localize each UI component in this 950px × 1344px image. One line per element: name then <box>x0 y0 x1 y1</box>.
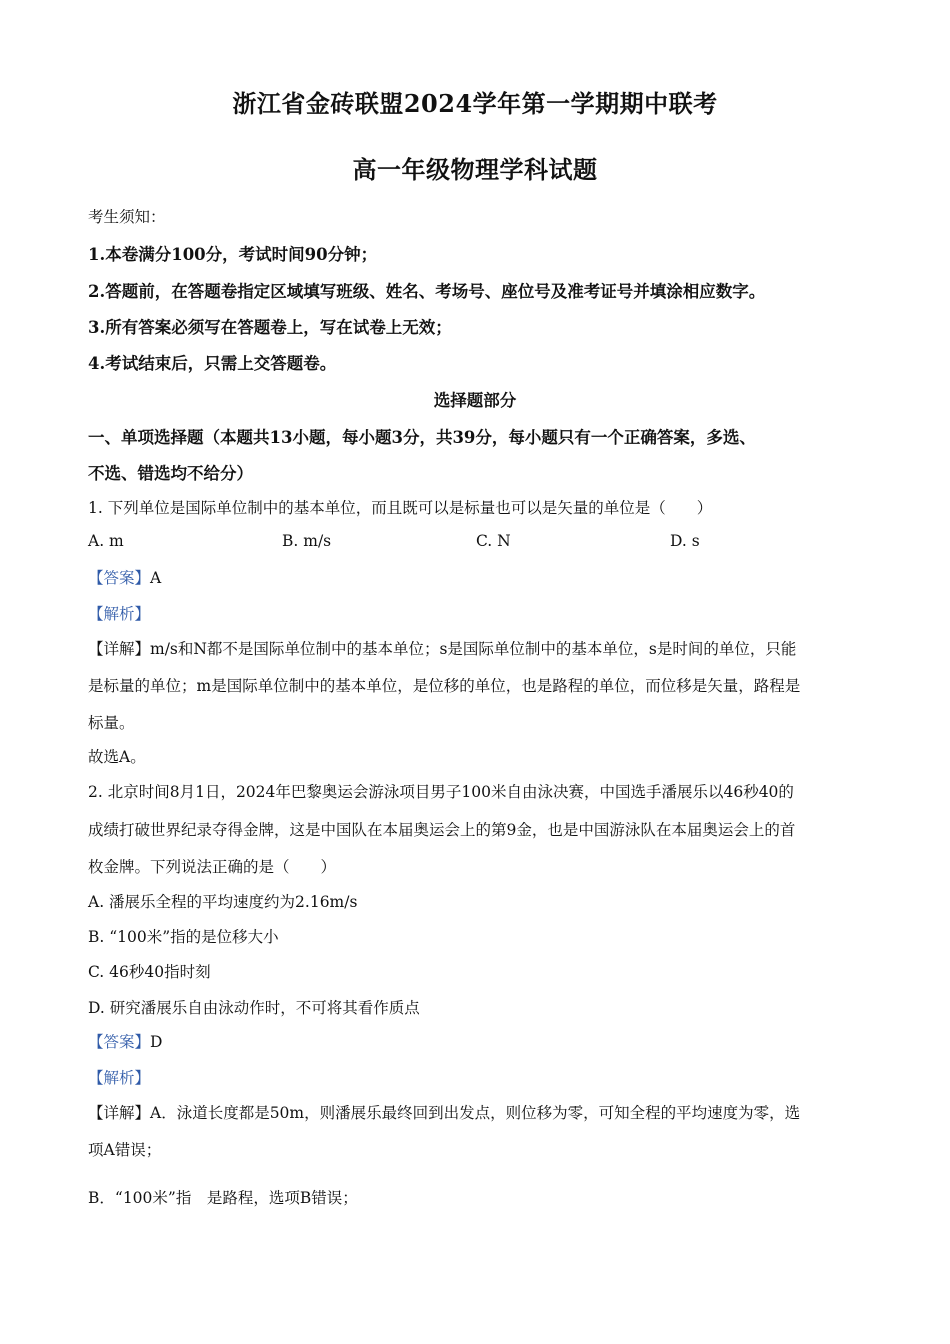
notice-item-4: 4.考试结束后，只需上交答题卷。 <box>88 354 337 373</box>
notice-item-1: 1.本卷满分100分，考试时间90分钟； <box>88 245 378 264</box>
q1-answer <box>88 566 161 588</box>
q1-detail-line3: 标量。 <box>88 714 135 732</box>
q1-answer-label: 【答案】 <box>88 569 151 587</box>
q2-answer-value: D <box>150 1033 163 1051</box>
q1-stem: 1. 下列单位是国际单位制中的基本单位，而且既可以是标量也可以是矢量的单位是（ ） <box>88 499 713 517</box>
section-heading-line1: 一、单项选择题（本题共13小题，每小题3分，共39分，每小题只有一个正确答案，多选、 <box>88 428 756 447</box>
q1-detail-line2: 是标量的单位；m是国际单位制中的基本单位，是位移的单位，也是路程的单位，而位移是矢量，路程是 <box>88 677 801 695</box>
q1-option-b: B. m/s <box>282 532 332 550</box>
exam-title: 浙江省金砖联盟2024学年第一学期期中联考 <box>232 89 718 118</box>
exam-subtitle: 高一年级物理学科试题 <box>352 155 598 184</box>
q1-analysis-label: 【解析】 <box>88 605 151 623</box>
q2-answer-label: 【答案】 <box>88 1033 151 1051</box>
part-heading: 选择题部分 <box>433 391 517 410</box>
q2-option-c: C. 46秒40指时刻 <box>88 963 211 981</box>
q1-option-d: D. s <box>670 532 700 550</box>
q2-option-a: A. 潘展乐全程的平均速度约为2.16m/s <box>88 893 358 911</box>
q2-detail-line1: 【详解】A．泳道长度都是50m，则潘展乐最终回到出发点，则位移为零，可知全程的平均速度为零，选 <box>88 1104 801 1122</box>
q1-option-c: C. N <box>476 532 511 550</box>
section-heading-line2: 不选、错选均不给分） <box>88 464 253 483</box>
q2-analysis-label: 【解析】 <box>88 1069 151 1087</box>
q2-stem-line2: 成绩打破世界纪录夺得金牌，这是中国队在本届奥运会上的第9金，也是中国游泳队在本届奥运会上的首 <box>88 821 796 839</box>
q2-detail-line3: B．“100米”指 是路程，选项B错误； <box>88 1189 358 1207</box>
q2-stem-line3: 枚金牌。下列说法正确的是（ ） <box>88 858 337 876</box>
q2-stem-line1: 2. 北京时间8月1日，2024年巴黎奥运会游泳项目男子100米自由泳决赛，中国选手潘展乐以46秒40的 <box>88 783 794 801</box>
q2-option-d: D. 研究潘展乐自由泳动作时，不可将其看作质点 <box>88 999 420 1017</box>
q2-answer <box>88 1030 162 1052</box>
notice-heading: 考生须知： <box>88 208 166 226</box>
q2-detail-line2: 项A错误； <box>88 1141 162 1159</box>
q1-answer-value: A <box>150 569 162 587</box>
notice-item-3: 3.所有答案必须写在答题卷上，写在试卷上无效； <box>88 318 452 337</box>
q1-conclusion: 故选A。 <box>88 748 146 766</box>
q1-option-a: A. m <box>88 532 124 550</box>
notice-item-2: 2.答题前，在答题卷指定区域填写班级、姓名、考场号、座位号及准考证号并填涂相应数字。 <box>88 282 766 301</box>
q2-option-b: B. “100米”指的是位移大小 <box>88 928 279 946</box>
q1-detail-line1: 【详解】m/s和N都不是国际单位制中的基本单位；s是国际单位制中的基本单位，s是时间的单位，只能 <box>88 640 797 658</box>
